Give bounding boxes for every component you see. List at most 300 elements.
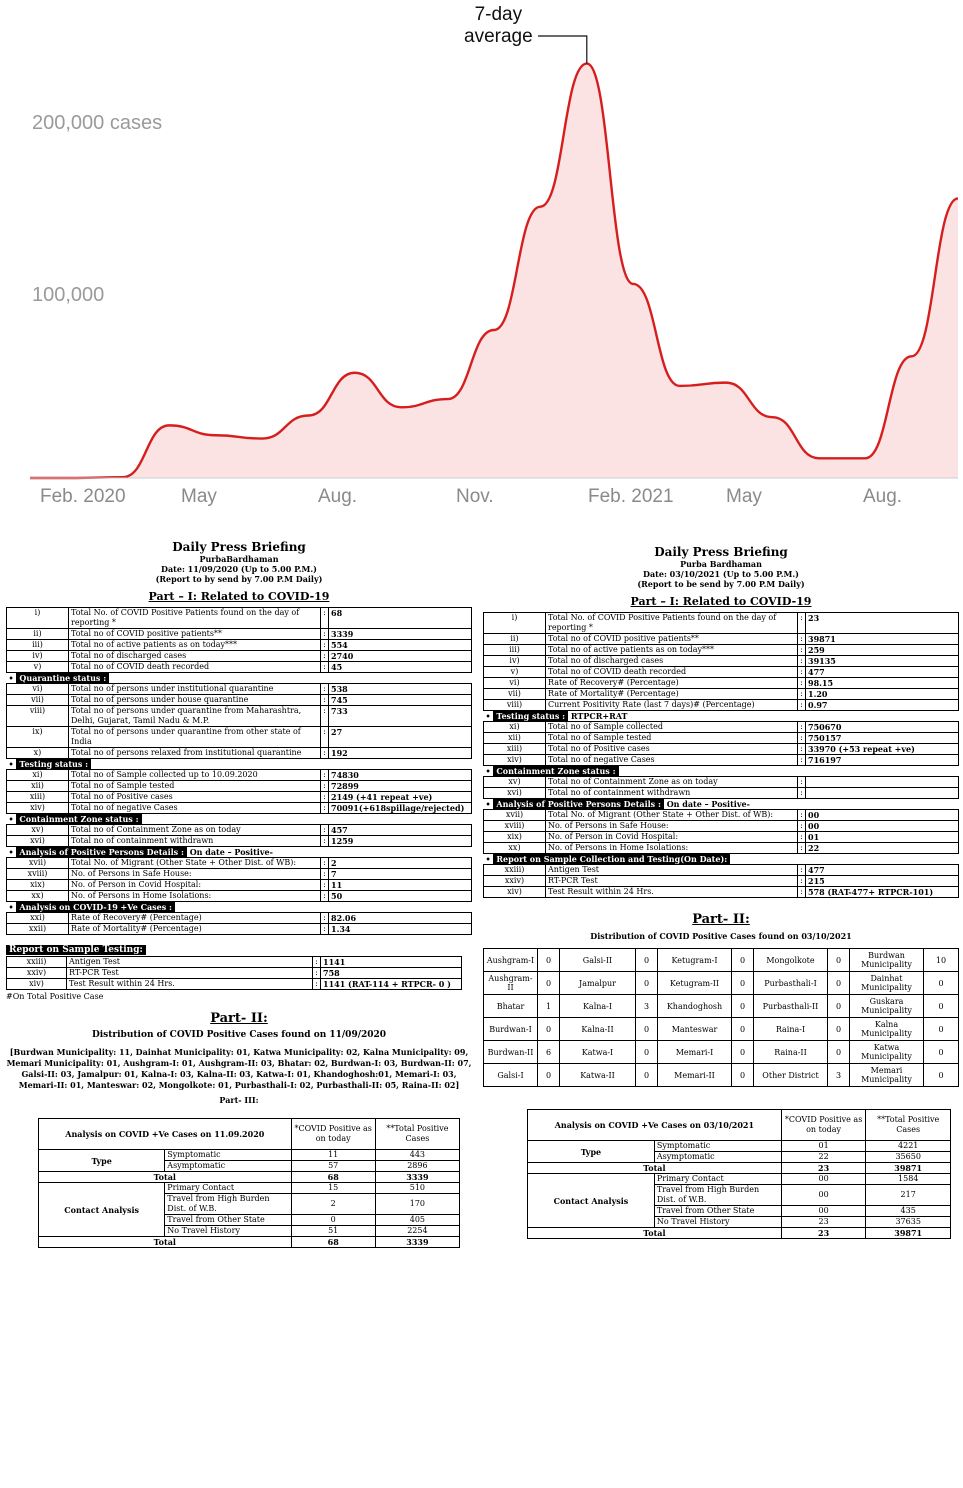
section-heading: • Testing status : (7, 759, 472, 770)
grid-area: Burdwan-I (484, 1018, 538, 1041)
grid-count: 0 (636, 1041, 658, 1064)
row-value: 1141 (321, 957, 462, 968)
left-analysis-table (38, 1118, 460, 1248)
table-row (484, 667, 959, 678)
row-number: xxiii) (484, 865, 546, 876)
row-colon: : (321, 651, 329, 662)
row-value: 39135 (806, 656, 959, 667)
analysis-title: Analysis on COVID +Ve Cases on 03/10/2021 (528, 1110, 782, 1141)
row-label: Total no of active patients as on today*** (69, 640, 321, 651)
table-row (528, 1141, 951, 1152)
table-row (7, 836, 472, 847)
row-value: 11 (329, 880, 472, 891)
row-total: 1584 (866, 1174, 951, 1185)
table-row (7, 706, 472, 727)
row-colon: : (798, 744, 806, 755)
section-heading: • Containment Zone status : (484, 766, 959, 777)
row-label: Total no of active patients as on today*** (546, 645, 798, 656)
row-value: 01 (806, 832, 959, 843)
row-label: Antigen Test (67, 957, 313, 968)
table-row (7, 913, 472, 924)
section-row (484, 854, 959, 865)
row-number: viii) (484, 700, 546, 711)
table-row (484, 744, 959, 755)
row-colon: : (798, 887, 806, 898)
section-heading: • Quarantine status : (7, 673, 472, 684)
row-value: 750157 (806, 733, 959, 744)
briefing-date: Date: 11/09/2020 (Up to 5.00 P.M.) (161, 564, 317, 574)
table-row (7, 979, 462, 990)
row-number: v) (484, 667, 546, 678)
row-colon: : (321, 608, 329, 629)
grid-row (484, 1064, 959, 1087)
row-total: 4221 (866, 1141, 951, 1152)
row-label: Rate of Mortality# (Percentage) (69, 924, 321, 935)
table-row (7, 869, 472, 880)
row-label: Total no of COVID positive patients** (546, 634, 798, 645)
row-colon: : (321, 924, 329, 935)
section-label: Report on Sample Testing: (6, 945, 146, 955)
annotation-pointer (538, 36, 587, 64)
row-total: 435 (866, 1206, 951, 1217)
row-total: 405 (375, 1215, 459, 1226)
district-name: Purba Bardhaman (680, 559, 762, 569)
row-label: Total no of Positive cases (69, 792, 321, 803)
row-today: 57 (291, 1161, 375, 1172)
grid-row (484, 1041, 959, 1064)
row-number: xiv) (484, 887, 546, 898)
grid-count: 0 (828, 1018, 850, 1041)
row-total: 217 (866, 1185, 951, 1206)
row-number: xix) (7, 880, 69, 891)
row-number: i) (7, 608, 69, 629)
grid-area: Dainhat Municipality (850, 972, 924, 995)
section-label: Report on Sample Collection and Testing(On Date): (493, 854, 730, 864)
row-value: 554 (329, 640, 472, 651)
section-row (7, 673, 472, 684)
total-row (39, 1172, 460, 1183)
grid-area: Memari-II (658, 1064, 732, 1087)
grid-row (484, 972, 959, 995)
row-colon: : (321, 629, 329, 640)
row-colon: : (798, 777, 806, 788)
table-row (7, 651, 472, 662)
row-total: 37635 (866, 1217, 951, 1228)
section-row (484, 766, 959, 777)
row-colon: : (321, 662, 329, 673)
row-label: Current Positivity Rate (last 7 days)# (Percentage) (546, 700, 798, 711)
table-row (7, 957, 462, 968)
row-value: 457 (329, 825, 472, 836)
total-row (528, 1228, 951, 1239)
table-row (484, 887, 959, 898)
grid-area: Raina-II (754, 1041, 828, 1064)
x-tick: Aug. (863, 486, 903, 507)
right-analysis-table (527, 1109, 951, 1239)
row-number: xi) (7, 770, 69, 781)
row-label: Travel from Other State (165, 1215, 291, 1226)
total-total: 3339 (375, 1237, 459, 1248)
total-total: 39871 (866, 1228, 951, 1239)
grid-count: 10 (924, 949, 959, 972)
row-colon: : (798, 876, 806, 887)
total-row (528, 1163, 951, 1174)
grid-area: Aushgram-II (484, 972, 538, 995)
row-label: Total no of containment withdrawn (546, 788, 798, 799)
row-label: Total no of persons under quarantine from other state of India (69, 727, 321, 748)
table-row (484, 700, 959, 711)
row-label: Total no of containment withdrawn (69, 836, 321, 847)
row-colon: : (321, 869, 329, 880)
grid-area: Katwa Municipality (850, 1041, 924, 1064)
type-label: Type (39, 1150, 165, 1172)
row-number: x) (7, 748, 69, 759)
row-value: 39871 (806, 634, 959, 645)
analysis-title: Analysis on COVID +Ve Cases on 11.09.2020 (39, 1119, 292, 1150)
x-tick: May (726, 486, 762, 507)
table-row (484, 876, 959, 887)
row-label: Total No. of COVID Positive Patients found on the day of reporting * (546, 613, 798, 634)
row-label: No. of Persons in Home Isolations: (546, 843, 798, 854)
row-colon: : (798, 843, 806, 854)
table-row (7, 684, 472, 695)
row-label: No. of Person in Covid Hospital: (69, 880, 321, 891)
row-label: No. of Persons in Safe House: (546, 821, 798, 832)
row-number: xv) (7, 825, 69, 836)
row-value: 68 (329, 608, 472, 629)
row-colon: : (798, 865, 806, 876)
report-note: (Report to be send by 7.00 P.M Daily) (637, 579, 805, 589)
table-row (484, 788, 959, 799)
section-label: Containment Zone status : (493, 766, 618, 776)
row-number: xi) (484, 722, 546, 733)
grid-area: Burdwan-II (484, 1041, 538, 1064)
table-row (484, 810, 959, 821)
row-colon: : (321, 684, 329, 695)
row-number: ix) (7, 727, 69, 748)
section-label: Containment Zone status : (16, 814, 141, 824)
table-row (7, 803, 472, 814)
grid-area: Other District (754, 1064, 828, 1087)
part-2-heading: Part- II: (210, 1011, 268, 1026)
row-label: No. of Person in Covid Hospital: (546, 832, 798, 843)
row-number: xvii) (484, 810, 546, 821)
grid-count: 0 (636, 972, 658, 995)
total-total: 39871 (866, 1163, 951, 1174)
grid-count: 1 (538, 995, 560, 1018)
row-today: 0 (291, 1215, 375, 1226)
part-2-heading: Part- II: (692, 912, 750, 927)
row-today: 00 (781, 1206, 866, 1217)
row-value: 1141 (RAT-114 + RTPCR- 0 ) (321, 979, 462, 990)
row-value: 98.15 (806, 678, 959, 689)
row-today: 2 (291, 1194, 375, 1215)
district-name: PurbaBardhaman (199, 554, 279, 564)
section-label: Analysis on COVID-19 +Ve Cases : (16, 902, 175, 912)
row-total: 510 (375, 1183, 459, 1194)
grid-area: Burdwan Municipality (850, 949, 924, 972)
table-row (7, 662, 472, 673)
row-label: Total no of Sample tested (69, 781, 321, 792)
right-analysis (527, 1109, 951, 1239)
row-label: Travel from Other State (654, 1206, 781, 1217)
row-number: vii) (7, 695, 69, 706)
y-tick-200k: 200,000 cases (32, 112, 163, 134)
grid-count: 0 (732, 1018, 754, 1041)
total-label: Total (39, 1237, 292, 1248)
seven-day-average-annotation (464, 4, 533, 48)
table-row (7, 880, 472, 891)
grid-area: Raina-I (754, 1018, 828, 1041)
grid-area: Galsi-I (484, 1064, 538, 1087)
row-colon: : (798, 810, 806, 821)
row-value: 33970 (+53 repeat +ve) (806, 744, 959, 755)
grid-count: 6 (538, 1041, 560, 1064)
row-label: Total No. of COVID Positive Patients found on the day of reporting * (69, 608, 321, 629)
row-number: xix) (484, 832, 546, 843)
row-value: 578 (RAT-477+ RTPCR-101) (806, 887, 959, 898)
grid-area: Ketugram-II (658, 972, 732, 995)
table-row (484, 755, 959, 766)
row-value: 1.34 (329, 924, 472, 935)
row-label: Total No. of Migrant (Other State + Other Dist. of WB): (546, 810, 798, 821)
section-row (7, 847, 472, 858)
grid-count: 0 (732, 1041, 754, 1064)
section-tail: RTPCR+RAT (568, 711, 628, 721)
row-colon: : (798, 645, 806, 656)
section-heading: • Analysis on COVID-19 +Ve Cases : (7, 902, 472, 913)
grid-count: 0 (732, 995, 754, 1018)
col-positive-today: *COVID Positive as on today (781, 1110, 866, 1141)
table-row (7, 825, 472, 836)
section-row (7, 902, 472, 913)
x-tick: Aug. (318, 486, 358, 507)
row-value: 215 (806, 876, 959, 887)
total-today: 23 (781, 1163, 866, 1174)
part-3-heading: Part- III: (219, 1095, 259, 1105)
grid-area: Mongolkote (754, 949, 828, 972)
grid-row (484, 1018, 959, 1041)
row-number: xvi) (7, 836, 69, 847)
row-label: Travel from High Burden Dist. of W.B. (654, 1185, 781, 1206)
table-row (7, 695, 472, 706)
left-part1-table (6, 607, 472, 935)
section-heading: • Analysis of Positive Persons Details : On date – Positive- (484, 799, 959, 810)
row-value: 2740 (329, 651, 472, 662)
grid-area: Jamalpur (560, 972, 636, 995)
row-number: xiv) (7, 803, 69, 814)
row-value: 2149 (+41 repeat +ve) (329, 792, 472, 803)
row-colon: : (321, 825, 329, 836)
part-1-heading: Part – I: Related to COVID-19 (148, 590, 330, 603)
row-today: 00 (781, 1185, 866, 1206)
contact-label: Contact Analysis (39, 1183, 165, 1237)
row-label: Total no of persons under institutional quarantine (69, 684, 321, 695)
briefing-title: Daily Press Briefing (654, 545, 788, 559)
row-label: Total no of negative Cases (69, 803, 321, 814)
grid-area: Katwa-I (560, 1041, 636, 1064)
x-tick: Nov. (456, 486, 494, 507)
row-value: 45 (329, 662, 472, 673)
row-number: xviii) (7, 869, 69, 880)
total-label: Total (528, 1228, 782, 1239)
row-colon: : (321, 727, 329, 748)
row-colon: : (321, 770, 329, 781)
total-label: Total (528, 1163, 782, 1174)
section-row (7, 759, 472, 770)
x-tick: Feb. 2021 (588, 486, 674, 507)
table-row (484, 777, 959, 788)
total-label: Total (39, 1172, 292, 1183)
row-today: 23 (781, 1217, 866, 1228)
section-tail: On date – Positive- (663, 799, 750, 809)
grid-area: Memari Municipality (850, 1064, 924, 1087)
row-colon: : (798, 821, 806, 832)
grid-count: 0 (538, 949, 560, 972)
row-colon: : (798, 700, 806, 711)
row-colon: : (321, 792, 329, 803)
row-number: xvii) (7, 858, 69, 869)
row-label: Test Result within 24 Hrs. (546, 887, 798, 898)
row-colon: : (798, 755, 806, 766)
row-value: 70091(+618spillage/rejected) (329, 803, 472, 814)
distribution-grid (483, 948, 959, 1087)
row-colon: : (321, 781, 329, 792)
row-today: 51 (291, 1226, 375, 1237)
row-label: RT-PCR Test (546, 876, 798, 887)
grid-area: Guskara Municipality (850, 995, 924, 1018)
row-number: ii) (484, 634, 546, 645)
row-value: 1.20 (806, 689, 959, 700)
row-number: xxiv) (7, 968, 67, 979)
briefing-title: Daily Press Briefing (172, 540, 306, 554)
row-today: 15 (291, 1183, 375, 1194)
row-number: xxii) (7, 924, 69, 935)
row-value: 733 (329, 706, 472, 727)
row-colon: : (798, 613, 806, 634)
row-value: 00 (806, 810, 959, 821)
grid-area: Purbasthali-II (754, 995, 828, 1018)
row-value: 74830 (329, 770, 472, 781)
row-value: 1259 (329, 836, 472, 847)
table-row (484, 613, 959, 634)
table-row (7, 608, 472, 629)
row-number: ii) (7, 629, 69, 640)
part-1-heading: Part – I: Related to COVID-19 (630, 595, 812, 608)
row-number: v) (7, 662, 69, 673)
grid-count: 0 (636, 1018, 658, 1041)
row-value: 259 (806, 645, 959, 656)
table-row (484, 843, 959, 854)
row-number: xx) (484, 843, 546, 854)
table-row (7, 968, 462, 979)
row-colon: : (798, 634, 806, 645)
row-value: 477 (806, 667, 959, 678)
table-row (7, 748, 472, 759)
grid-area: Kalna-II (560, 1018, 636, 1041)
row-colon: : (798, 722, 806, 733)
row-number: i) (484, 613, 546, 634)
row-total: 2254 (375, 1226, 459, 1237)
row-number: xii) (7, 781, 69, 792)
grid-area: Kalna-I (560, 995, 636, 1018)
table-row (484, 689, 959, 700)
row-value: 3339 (329, 629, 472, 640)
grid-count: 0 (924, 995, 959, 1018)
grid-count: 0 (538, 1018, 560, 1041)
row-colon: : (321, 858, 329, 869)
total-today: 68 (291, 1237, 375, 1248)
row-number: xv) (484, 777, 546, 788)
row-value: 192 (329, 748, 472, 759)
table-row (7, 640, 472, 651)
table-row (7, 629, 472, 640)
table-row (7, 792, 472, 803)
distribution-title: Distribution of COVID Positive Cases found on 11/09/2020 (91, 1030, 387, 1040)
row-label: No. of Persons in Home Isolations: (69, 891, 321, 902)
row-label: Total no of negative Cases (546, 755, 798, 766)
row-number: xvi) (484, 788, 546, 799)
grid-area: Purbasthali-I (754, 972, 828, 995)
row-label: Primary Contact (165, 1183, 291, 1194)
grid-count: 0 (828, 972, 850, 995)
report-note: (Report to by send by 7.00 P.M Daily) (155, 574, 323, 584)
row-label: Rate of Recovery# (Percentage) (69, 913, 321, 924)
row-total: 170 (375, 1194, 459, 1215)
row-number: iv) (7, 651, 69, 662)
row-label: Asymptomatic (654, 1152, 781, 1163)
section-row (7, 814, 472, 825)
annotation-line-1: 7‑day (474, 4, 523, 25)
row-colon: : (313, 957, 321, 968)
row-colon: : (313, 979, 321, 990)
distribution-list: [Burdwan Municipality: 11, Dainhat Municipality: 01, Katwa Municipality: 02, Kalna Municipality: 09, Memari Municipality: 01, Aushgram-I: 01, Aushgram-II: 03, Bhatar: 02, Burdwan-I: 03, Burdwan-II: 07, Galsi-II: 03, Jamalpur: 01, Kalna-I: 03, Kalna-II: 03, Katwa-I: 01, Khandoghosh:01, Memari-I: 03, Memari-II: 01, Manteswar: 02, Mongolkote: 01, Purbasthali-I: 02, Purbasthali-II: 05, Raina-II: 02] (6, 1047, 472, 1090)
grid-count: 0 (636, 949, 658, 972)
row-label: Antigen Test (546, 865, 798, 876)
row-number: xiii) (484, 744, 546, 755)
row-label: Symptomatic (654, 1141, 781, 1152)
left-sample-table (6, 956, 462, 990)
row-number: vi) (7, 684, 69, 695)
row-label: No Travel History (165, 1226, 291, 1237)
col-total-positive: **Total Positive Cases (866, 1110, 951, 1141)
y-tick-100k: 100,000 (32, 284, 105, 306)
grid-area: Manteswar (658, 1018, 732, 1041)
row-label: Total no of Containment Zone as on today (546, 777, 798, 788)
type-label: Type (528, 1141, 655, 1163)
section-row (484, 799, 959, 810)
table-row (484, 645, 959, 656)
row-label: Asymptomatic (165, 1161, 291, 1172)
row-label: Total no of COVID death recorded (546, 667, 798, 678)
grid-count: 0 (924, 1041, 959, 1064)
table-row (39, 1150, 460, 1161)
grid-count: 0 (732, 1064, 754, 1087)
grid-area: Khandoghosh (658, 995, 732, 1018)
grid-count: 0 (828, 949, 850, 972)
table-row (7, 727, 472, 748)
row-colon: : (798, 656, 806, 667)
grid-area: Memari-I (658, 1041, 732, 1064)
row-value: 716197 (806, 755, 959, 766)
row-number: vi) (484, 678, 546, 689)
row-label: Travel from High Burden Dist. of W.B. (165, 1194, 291, 1215)
row-value: 745 (329, 695, 472, 706)
table-row (484, 722, 959, 733)
row-colon: : (321, 706, 329, 727)
row-number: xviii) (484, 821, 546, 832)
row-colon: : (321, 836, 329, 847)
